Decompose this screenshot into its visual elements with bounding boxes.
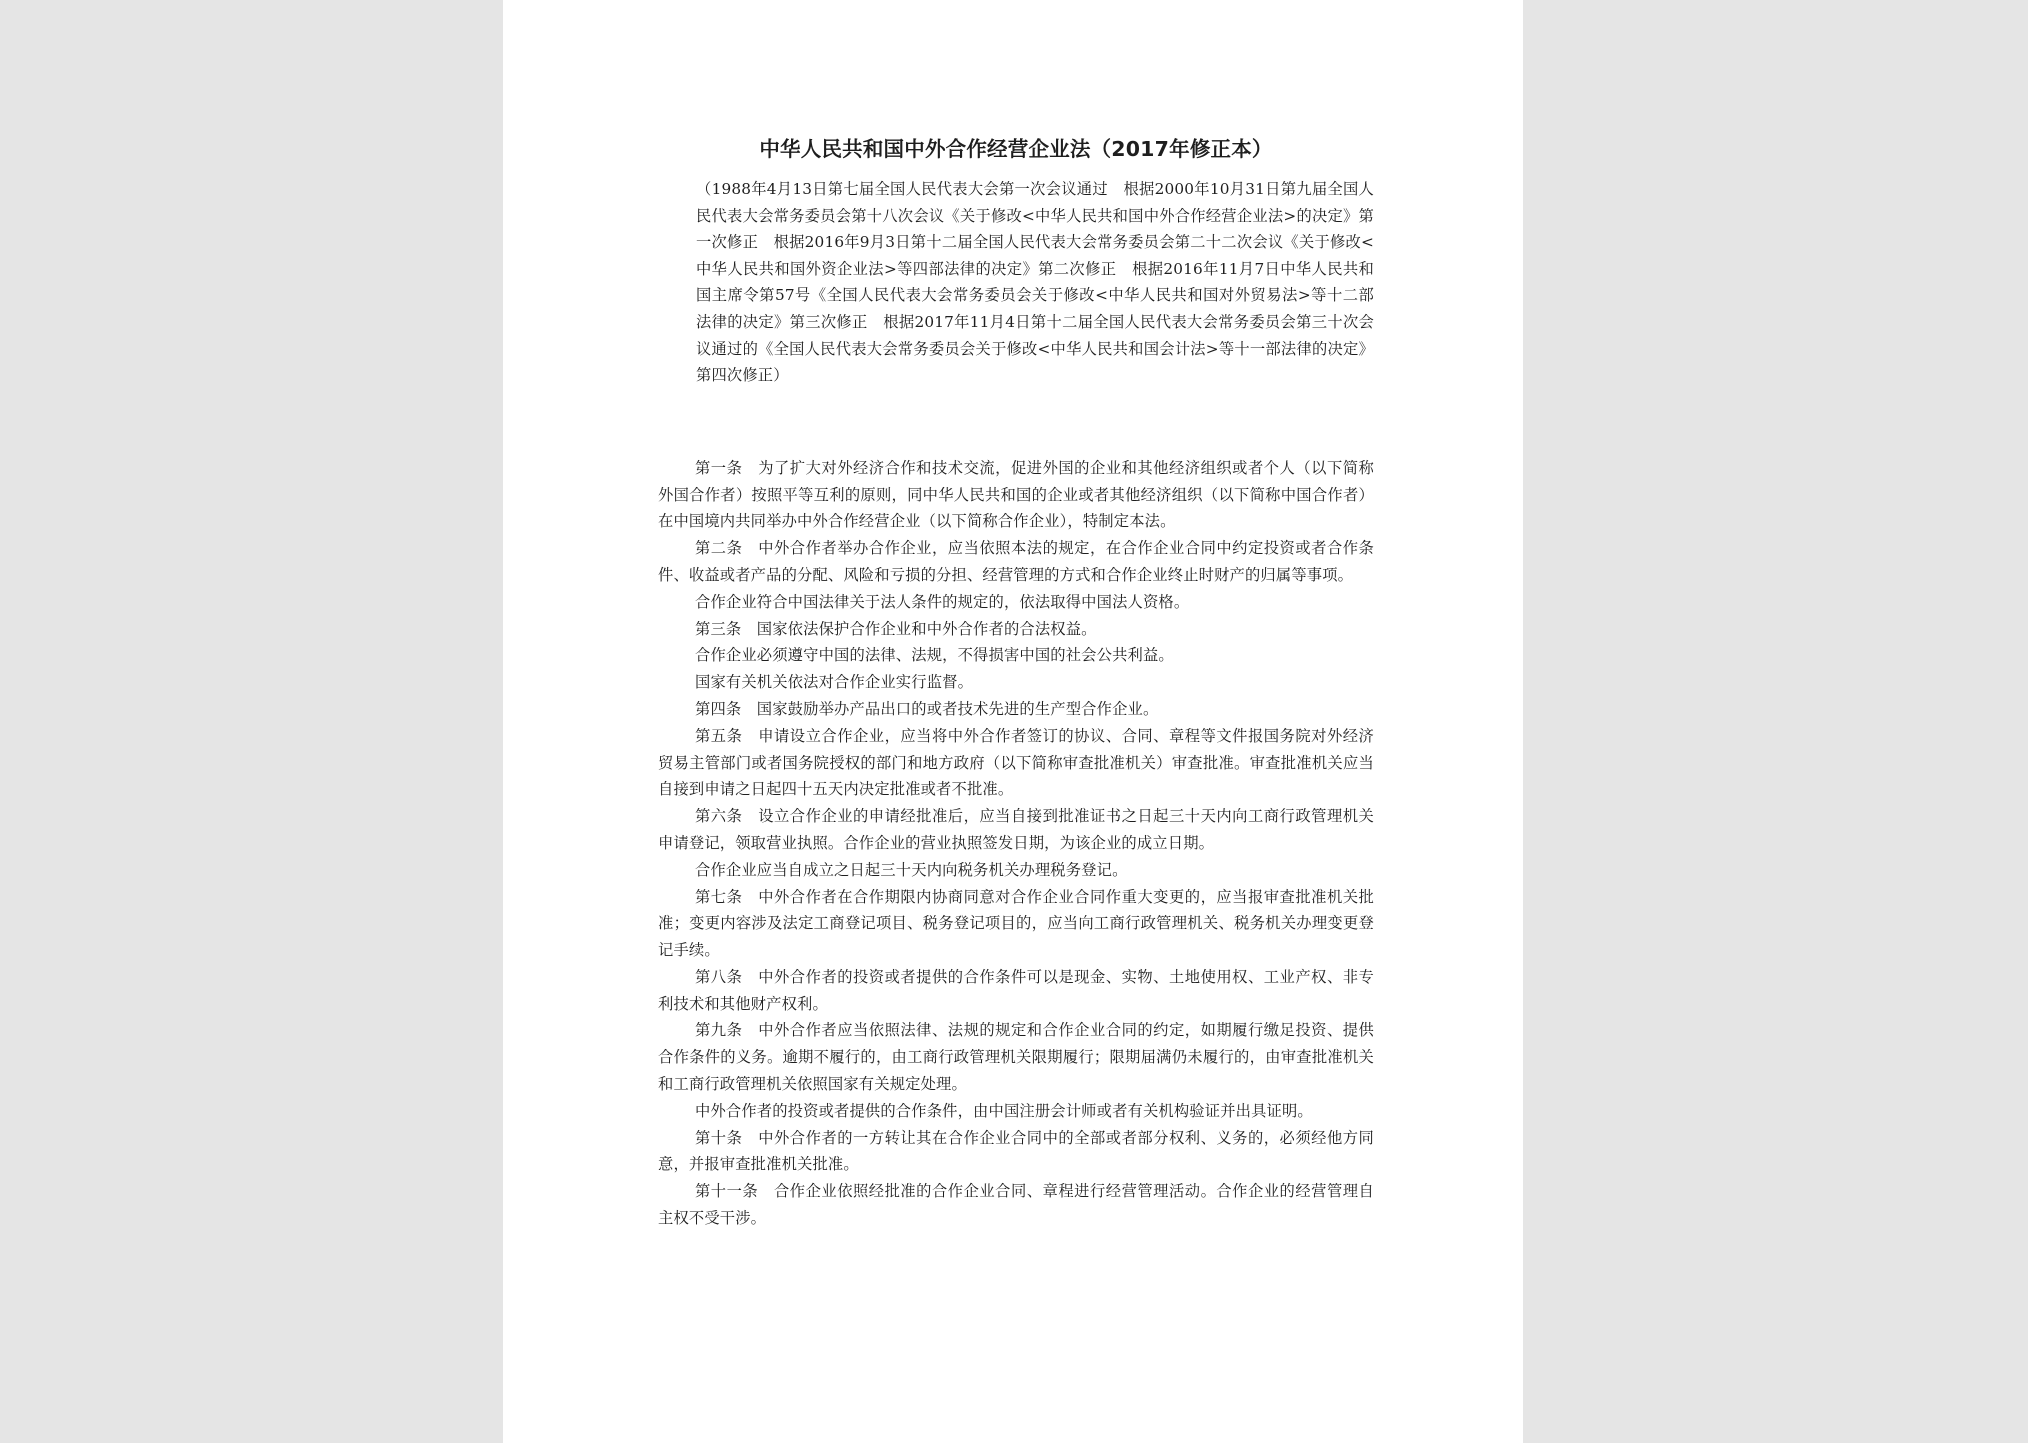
paragraph-article-4: 第四条 国家鼓励举办产品出口的或者技术先进的生产型合作企业。 [695,699,1159,718]
paragraph-article-3-compliance: 合作企业必须遵守中国的法律、法规，不得损害中国的社会公共利益。 [695,646,1174,665]
paragraph-article-2-legal-person: 合作企业符合中国法律关于法人条件的规定的，依法取得中国法人资格。 [695,592,1190,611]
paragraph-article-6: 第六条 设立合作企业的申请经批准后，应当自接到批准证书之日起三十天内向工商行政管理机关申请登记，领取营业执照。合作企业的营业执照签发日期，为该企业的成立日期。 [658,807,1374,852]
paragraph-article-2: 第二条 中外合作者举办合作企业，应当依照本法的规定，在合作企业合同中约定投资或者合作条件、收益或者产品的分配、风险和亏损的分担、经营管理的方式和合作企业终止时财产的归属等事项。 [658,539,1374,584]
article-list [658,455,1374,1232]
paragraph-article-9-verification: 中外合作者的投资或者提供的合作条件，由中国注册会计师或者有关机构验证并出具证明。 [695,1101,1313,1120]
document-preamble: （1988年4月13日第七届全国人民代表大会第一次会议通过 根据2000年10月31日第九届全国人民代表大会常务委员会第十八次会议《关于修改<中华人民共和国中外合作经营企业法>的决定》第一次修正 根据2016年9月3日第十二届全国人民代表大会常务委员会第二十二次会议《关于修改<中华人民共和国外资企业法>等四部法律的决定》第二次修正 根据2016年11月7日中华人民共和国主席令第57号《全国人民代表大会常务委员会关于修改<中华人民共和国对外贸易法>等十二部法律的决定》第三次修正 根据2017年11月4日第十二届全国人民代表大会常务委员会第三十次会议通过的《全国人民代表大会常务委员会关于修改<中华人民共和国会计法>等十一部法律的决定》第四次修正） [696,180,1374,385]
paragraph-article-5: 第五条 申请设立合作企业，应当将中外合作者签订的协议、合同、章程等文件报国务院对外经济贸易主管部门或者国务院授权的部门和地方政府（以下简称审查批准机关）审查批准。审查批准机关应当自接到申请之日起四十五天内决定批准或者不批准。 [658,726,1374,799]
paragraph-article-3-supervision: 国家有关机关依法对合作企业实行监督。 [695,673,974,692]
document-content [658,132,1374,1232]
paragraph-article-8: 第八条 中外合作者的投资或者提供的合作条件可以是现金、实物、土地使用权、工业产权、非专利技术和其他财产权利。 [658,967,1374,1013]
paragraph-article-11: 第十一条 合作企业依照经批准的合作企业合同、章程进行经营管理活动。合作企业的经营管理自主权不受干涉。 [658,1182,1374,1228]
paragraph-article-6-tax-registration: 合作企业应当自成立之日起三十天内向税务机关办理税务登记。 [695,860,1128,879]
paragraph-article-1: 第一条 为了扩大对外经济合作和技术交流，促进外国的企业和其他经济组织或者个人（以下简称外国合作者）按照平等互利的原则，同中华人民共和国的企业或者其他经济组织（以下简称中国合作者）在中国境内共同举办中外合作经营企业（以下简称合作企业），特制定本法。 [658,458,1374,531]
paragraph-article-7: 第七条 中外合作者在合作期限内协商同意对合作企业合同作重大变更的，应当报审查批准机关批准；变更内容涉及法定工商登记项目、税务登记项目的，应当向工商行政管理机关、税务机关办理变更登记手续。 [658,887,1374,960]
document-page [503,0,1523,1443]
document-title: 中华人民共和国中外合作经营企业法（2017年修正本） [759,137,1273,161]
paragraph-article-10: 第十条 中外合作者的一方转让其在合作企业合同中的全部或者部分权利、义务的，必须经他方同意，并报审查批准机关批准。 [658,1128,1374,1174]
paragraph-article-3: 第三条 国家依法保护合作企业和中外合作者的合法权益。 [695,619,1097,638]
paragraph-article-9: 第九条 中外合作者应当依照法律、法规的规定和合作企业合同的约定，如期履行缴足投资、提供合作条件的义务。逾期不履行的，由工商行政管理机关限期履行；限期届满仍未履行的，由审查批准机关和工商行政管理机关依照国家有关规定处理。 [658,1021,1374,1094]
